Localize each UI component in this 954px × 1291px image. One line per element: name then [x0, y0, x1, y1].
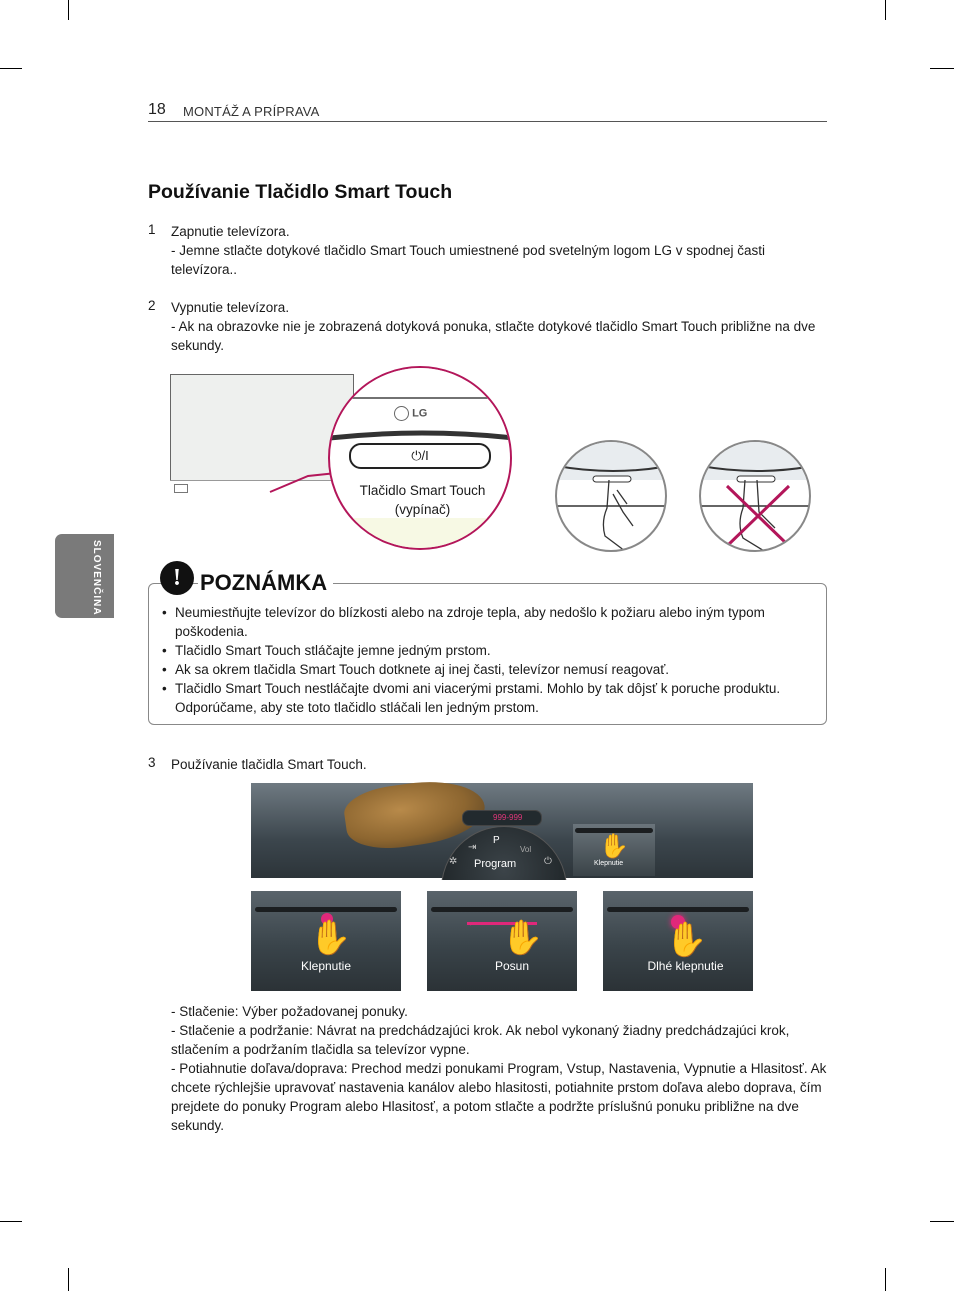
gesture-label: Posun	[494, 959, 530, 973]
running-header-title: MONTÁŽ A PRÍPRAVA	[183, 104, 320, 119]
note-title: POZNÁMKA	[198, 570, 333, 596]
hand-icon: ✋	[309, 919, 352, 957]
lg-circle-icon	[394, 406, 409, 421]
crop-mark	[930, 1221, 954, 1222]
arrow-left-icon: ←	[467, 917, 478, 929]
figure-caption: Tlačidlo Smart Touch (vypínač)	[359, 483, 486, 517]
crop-mark	[885, 1268, 886, 1291]
inset-touch-image	[573, 824, 655, 876]
note-list	[162, 603, 820, 717]
power-icon: ⏻	[544, 856, 552, 867]
crop-mark	[68, 0, 69, 20]
page-number: 18	[148, 101, 166, 118]
gesture-panel-long-tap	[603, 891, 753, 991]
incorrect-touch-illustration	[699, 440, 811, 552]
gesture-label: Dlhé klepnutie	[647, 959, 724, 973]
inset-label: Klepnutie	[594, 860, 624, 867]
correct-touch-illustration	[555, 440, 667, 552]
crop-mark	[930, 68, 954, 69]
input-icon: ⇥	[468, 842, 477, 853]
two-finger-cross-icon	[701, 442, 811, 552]
exclamation-icon: !	[160, 561, 194, 595]
hand-icon: ✋	[501, 919, 544, 957]
dial-program-icon: P	[493, 835, 500, 846]
hand-icon: ✋	[665, 921, 708, 959]
instruction-text: - Stlačenie a podržanie: Návrat na predchádzajúci krok. Ak nebol vykonaný žiadny predchádzajúci krok, stlačením a podržaním tlačidla sa televízor vypne.	[171, 1023, 790, 1057]
tv-logo-mark	[174, 484, 188, 493]
step-title: Používanie tlačidla Smart Touch.	[171, 757, 367, 772]
crop-mark	[885, 0, 886, 20]
step-number: 3	[148, 755, 156, 770]
dial-volume-label: Vol	[520, 845, 532, 854]
list-item: • Neumiestňujte televízor do blízkosti alebo na zdroje tepla, aby nedošlo k požiaru alebo iným typom poškodenia.	[162, 603, 820, 641]
crop-mark	[0, 68, 22, 69]
crop-mark	[68, 1268, 69, 1291]
gesture-panel-swipe	[427, 891, 577, 991]
smart-touch-button[interactable]: ⏻/I	[349, 443, 491, 469]
step-detail: - Jemne stlačte dotykové tlačidlo Smart Touch umiestnené pod svetelným logom LG v spodnej časti televízora..	[171, 243, 766, 277]
step-detail: - Ak na obrazovke nie je zobrazená dotyková ponuka, stlačte dotykové tlačidlo Smart Touch približne na dve sekundy.	[171, 319, 816, 353]
gesture-panel-tap	[251, 891, 401, 991]
list-item: • Ak sa okrem tlačidla Smart Touch dotknete aj inej časti, televízor nemusí reagovať.	[162, 660, 820, 679]
lg-logo: LG	[394, 406, 427, 421]
settings-icon: ✲	[449, 856, 458, 867]
step-title: Vypnutie televízora.	[171, 300, 290, 315]
gesture-label: Klepnutie	[300, 959, 352, 973]
dial-center-label: Program	[474, 858, 517, 870]
section-heading: Používanie Tlačidlo Smart Touch	[148, 181, 453, 203]
language-label: SLOVENČINA	[91, 540, 102, 616]
step-number: 2	[148, 298, 156, 313]
step-title: Zapnutie televízora.	[171, 224, 290, 239]
list-item: • Tlačidlo Smart Touch nestláčajte dvomi ani viacerými prstami. Mohlo by tak dôjsť k poruche produktu. Odporúčame, aby ste toto tlačidlo stláčali len jedným prstom.	[162, 679, 820, 717]
channel-indicator: 999-999	[462, 810, 542, 826]
language-side-tab	[55, 534, 114, 618]
header-rule	[148, 121, 827, 122]
hand-icon: ✋	[599, 833, 629, 860]
instruction-text: - Potiahnutie doľava/doprava: Prechod medzi ponukami Program, Vstup, Nastavenia, Vypnutie a Hlasitosť. Ak chcete rýchlejšie upravovať nastavenia kanálov alebo hlasitosti, potiahnite prstom doľava alebo doprava, čím prejdete do ponuky Program alebo Hlasitosť, a potom stlačte a podržte príslušnú ponuku približne na dve sekundy.	[171, 1061, 827, 1133]
instruction-text: - Stlačenie: Výber požadovanej ponuky.	[171, 1004, 408, 1019]
hand-touch-icon	[557, 442, 667, 552]
crop-mark	[0, 1221, 22, 1222]
step-number: 1	[148, 222, 156, 237]
list-item: • Tlačidlo Smart Touch stláčajte jemne jedným prstom.	[162, 641, 820, 660]
